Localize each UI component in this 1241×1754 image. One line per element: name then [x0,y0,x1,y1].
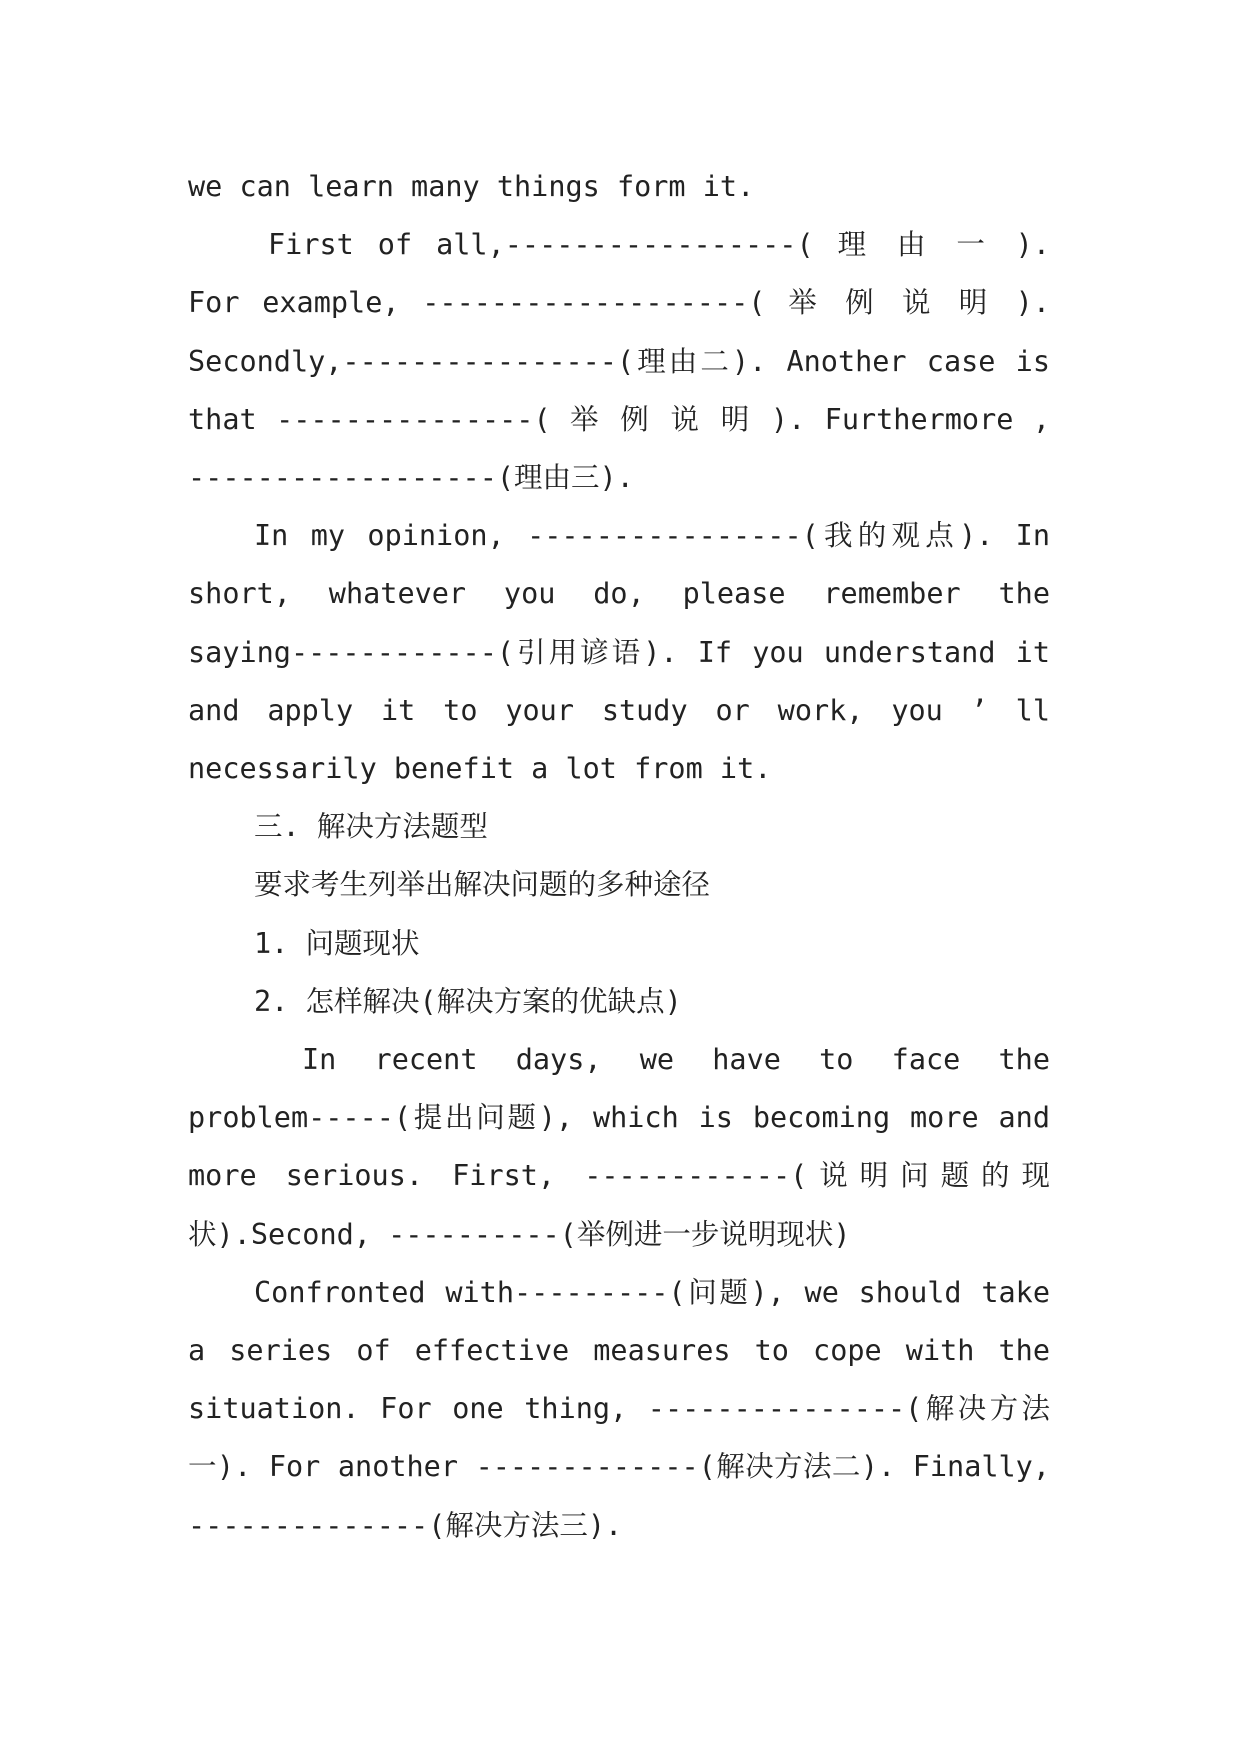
document-body [188,158,1050,1555]
paragraph-problem: In recent days, we have to face the problem-----(提出问题), which is becoming more and more serious. First, ------------(说明问题的现状).Second, ----------(举例进一步说明现状) [188,1043,1050,1251]
paragraph-solutions: Confronted with---------(问题), we should take a series of effective measures to cope with the situation. For one thing, ---------------(解决方法一). For another -------------(解决方法二). Finally, --------------(解决方法三). [188,1275,1050,1542]
paragraph-opinion: In my opinion, ----------------(我的观点). In short, whatever you do, please remember the saying------------(引用谚语). If you understand it and apply it to your study or work, you ’ ll necessarily benefit a lot from it. [188,519,1050,786]
paragraph-reasons: First of all,-----------------( 理 由 一 ). For example, -------------------( 举 例 说 明 ). Secondly,----------------(理由二). Another case is that ---------------( 举 例 说 明 ). Furthermore , ------------------(理由三). [188,228,1050,495]
paragraph-intro-end: we can learn many things form it. [188,170,755,203]
section-description: 要求考生列举出解决问题的多种途径 [254,868,711,902]
list-item-2: 2. 怎样解决(解决方案的优缺点) [254,984,682,1018]
section-heading: 三. 解决方法题型 [254,810,488,844]
list-item-1: 1. 问题现状 [254,926,420,960]
